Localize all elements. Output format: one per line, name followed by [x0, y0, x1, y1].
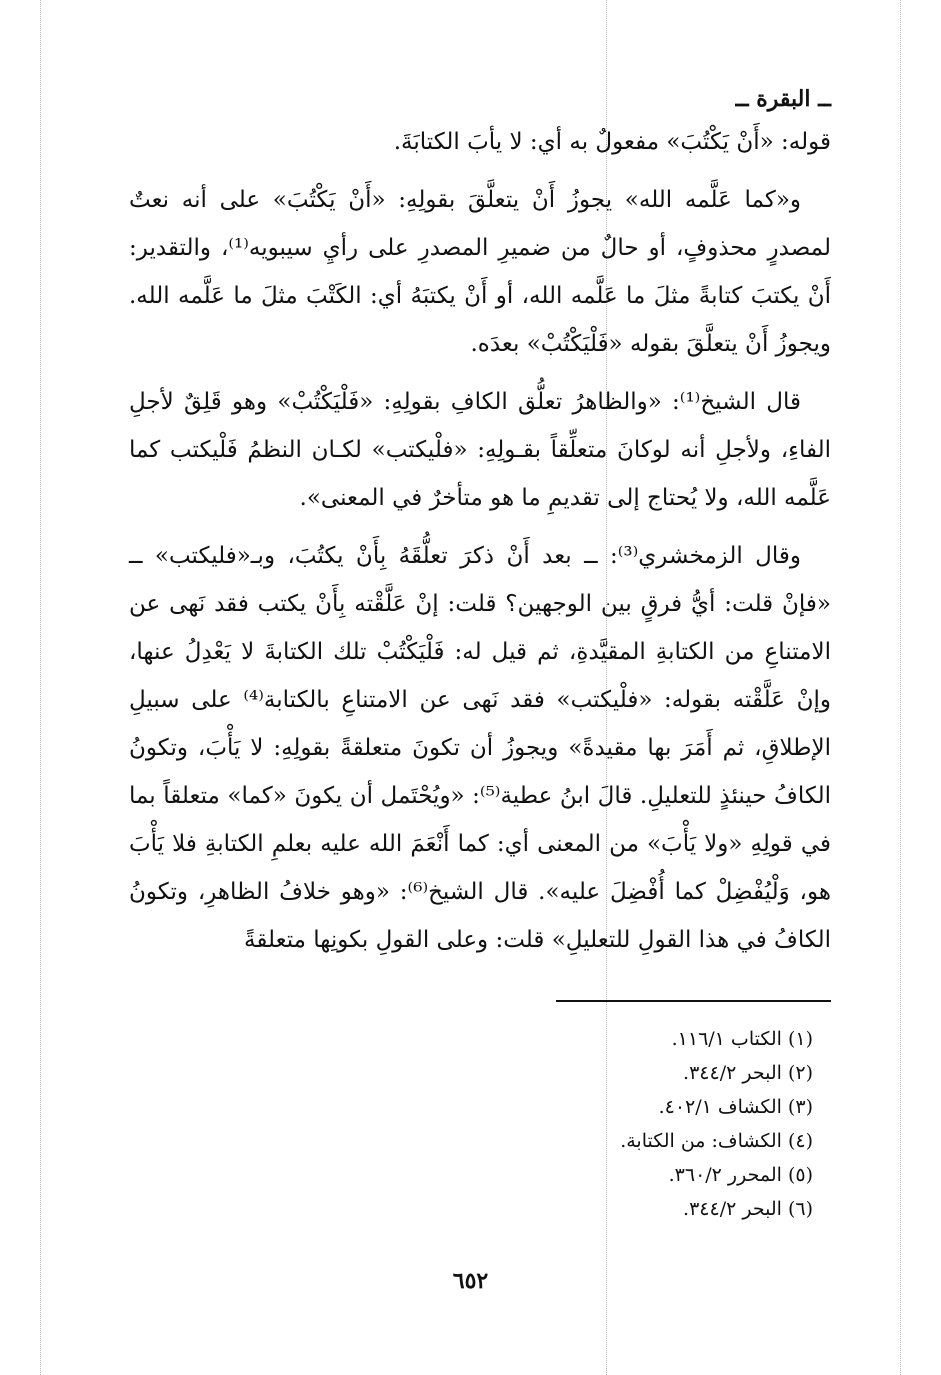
footnote-2: (٢) البحر ٣٤٤/٢.	[683, 1062, 813, 1084]
scan-edge-right	[900, 0, 901, 1375]
paragraph-1: قوله: «أَنْ يَكْتُبَ» مفعولٌ به أي: لا يأبَ الكتابَةَ.	[393, 129, 831, 155]
footnote-separator	[556, 1000, 831, 1002]
main-text	[129, 118, 831, 974]
paragraph-3: قال الشيخ⁽¹⁾: «والظاهرُ تعلُّق الكافِ بقولِهِ: «فَلْيَكْتُبْ» وهو قَلِقٌ لأجلِ الفاءِ، ولأجلِ أنه لوكانَ متعلِّقاً بقـولِهِ: «فلْيكتب» لكـان النظمُ فَلْيكتب كما عَلَّمه الله، ولا يُحتاج إلى تقديمِ ما هو متأخرٌ في المعنى».	[129, 389, 831, 511]
footnote-5: (٥) المحرر ٣٦٠/٢.	[668, 1164, 813, 1186]
page-number: ٦٥٢	[452, 1268, 489, 1294]
footnotes-list	[620, 1022, 813, 1226]
running-header: ــ البقرة ــ	[735, 86, 831, 112]
footnote-6: (٦) البحر ٣٤٤/٢.	[683, 1198, 813, 1220]
paragraph-4: وقال الزمخشري⁽³⁾: ــ بعد أَنْ ذكرَ تعلُّقَهُ بِأَنْ يكتُبَ، وبـ«فليكتب» ــ «فإنْ قلت: أيُّ فرقٍ بين الوجهين؟ قلت: إنْ عَلَّقْته بِأَنْ يكتب فقد نَهى عن الامتناعِ من الكتابةِ المقيَّدةِ، ثم قيل له: فَلْيَكْتُبْ تلك الكتابةَ لا يَعْدِلُ عنها، وإنْ عَلَّقْته بقوله: «فلْيكتب» فقد نَهى عن الامتناعِ بالكتابة⁽⁴⁾ على سبيلِ الإطلاقِ، ثم أَمَرَ بها مقيدةً» ويجوزُ أن تكونَ متعلقةً بقولِهِ: لا يَأْبَ، وتكونُ الكافُ حينئذٍ للتعليلِ. قالَ ابنُ عطية⁽⁵⁾: «ويُحْتَمل أن يكونَ «كما» متعلقاً بما في قولِهِ «ولا يَأْبَ» من المعنى أي: كما أَنْعَمَ الله عليه بعلمِ الكتابةِ فلا يَأْبَ هو، وَلْيُفْضِلْ كما أُفْضِلَ عليه». قال الشيخ⁽⁶⁾: «وهو خلافُ الظاهرِ، وتكونُ الكافُ في هذا القولِ للتعليلِ» قلت: وعلى القولِ بكونِها متعلقةً	[129, 543, 831, 953]
scan-edge-left	[40, 0, 41, 1375]
footnote-1: (١) الكتاب ١١٦/١.	[671, 1028, 813, 1050]
paragraph-2: و«كما عَلَّمه الله» يجوزُ أَنْ يتعلَّقَ بقولِهِ: «أَنْ يَكْتُبَ» على أنه نعتٌ لمصدرٍ محذوفٍ، أو حالٌ من ضميرِ المصدرِ على رأيِ سيبويه⁽¹⁾، والتقدير: أَنْ يكتبَ كتابةً مثلَ ما عَلَّمه الله، أو أَنْ يكتبَهُ أي: الكَتْبَ مثلَ ما عَلَّمه الله. ويجوزُ أَنْ يتعلَّقَ بقوله «فَلْيَكْتُبْ» بعدَه.	[129, 187, 831, 357]
footnote-3: (٣) الكشاف ٤٠٢/١.	[658, 1096, 813, 1118]
footnote-4: (٤) الكشاف: من الكتابة.	[620, 1130, 813, 1152]
